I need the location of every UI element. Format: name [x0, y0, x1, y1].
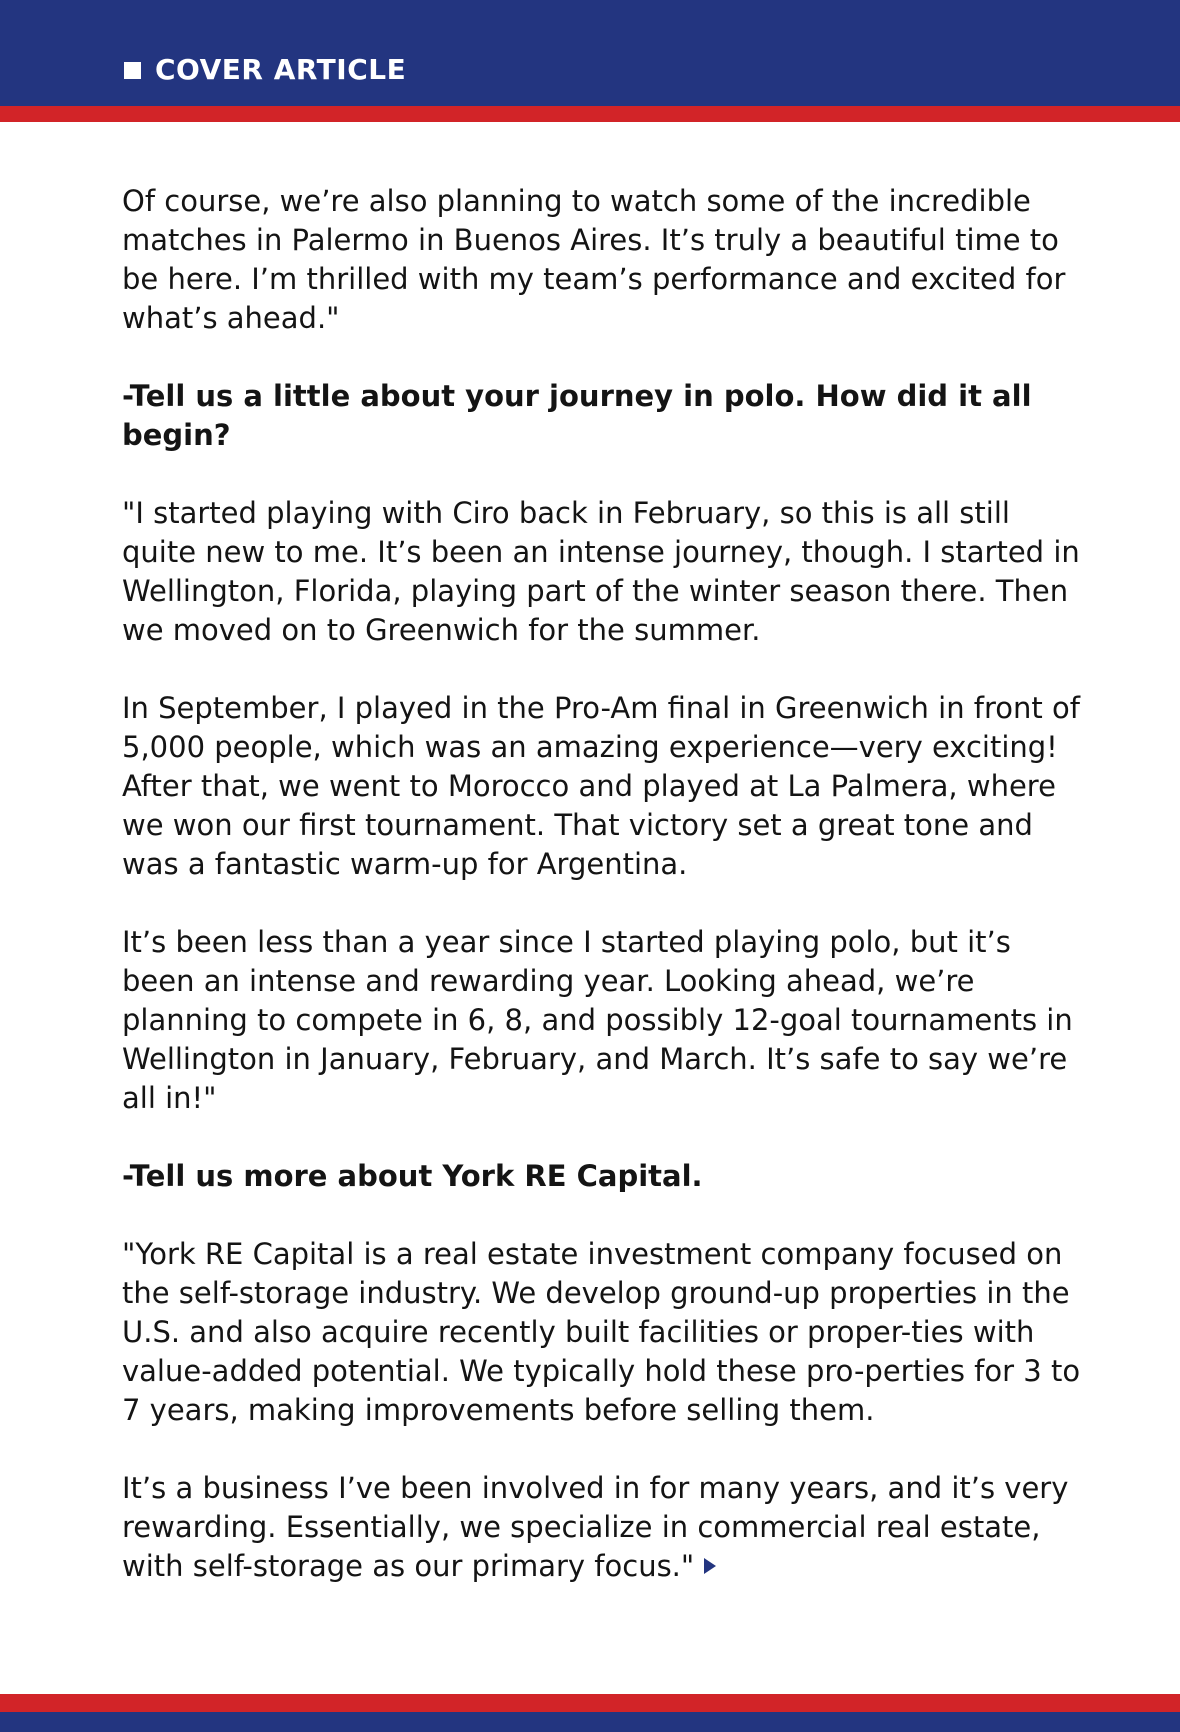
- section-label: [124, 52, 406, 88]
- footer-bar: [0, 1712, 1180, 1732]
- header-bar: [0, 0, 1180, 106]
- question-journey-in-polo: -Tell us a little about your journey in polo. How did it all begin?: [122, 379, 1032, 452]
- paragraph-york-re-capital: "York RE Capital is a real estate investment company focused on the self-storage industry. We develop ground-up properties in the U.S. and also acquire recently built facilities or proper-ties with value-added potential. We typically hold these pro-perties for 3 to 7 years, making improvements before selling them.: [122, 1237, 1081, 1427]
- footer-stripe: [0, 1694, 1180, 1712]
- article-body: [122, 182, 1082, 1625]
- section-label-text: COVER ARTICLE: [155, 53, 407, 86]
- triangle-right-icon: [704, 1558, 716, 1574]
- paragraph-commercial-real-estate: [122, 1469, 1082, 1586]
- closing-paragraph-text: It’s a business I’ve been involved in for many years, and it’s very rewarding. Essentially, we specialize in commercial real estate, with self-storage as our primary focus.": [122, 1471, 1069, 1583]
- square-icon: [124, 62, 141, 79]
- paragraph-started-playing: "I started playing with Ciro back in February, so this is all still quite new to me. It’s been an intense journey, though. I started in Wellington, Florida, playing part of the winter season there. Then we moved on to Greenwich for the summer.: [122, 496, 1080, 647]
- question-york-re-capital: -Tell us more about York RE Capital.: [122, 1159, 703, 1193]
- paragraph-less-than-a-year: It’s been less than a year since I started playing polo, but it’s been an intense and rewarding year. Looking ahead, we’re planning to compete in 6, 8, and possibly 12-goal tournaments in Wellington in January, February, and March. It’s safe to say we’re all in!": [122, 925, 1073, 1115]
- paragraph-matches-palermo: Of course, we’re also planning to watch some of the incredible matches in Palermo in Buenos Aires. It’s truly a beautiful time to be here. I’m thrilled with my team’s performance and excited for what’s ahead.": [122, 184, 1066, 335]
- paragraph-pro-am-final: In September, I played in the Pro-Am final in Greenwich in front of 5,000 people, which was an amazing experience—very exciting! After that, we went to Morocco and played at La Palmera, where we won our first tournament. That victory set a great tone and was a fantastic warm-up for Argentina.: [122, 691, 1080, 881]
- header-stripe: [0, 106, 1180, 122]
